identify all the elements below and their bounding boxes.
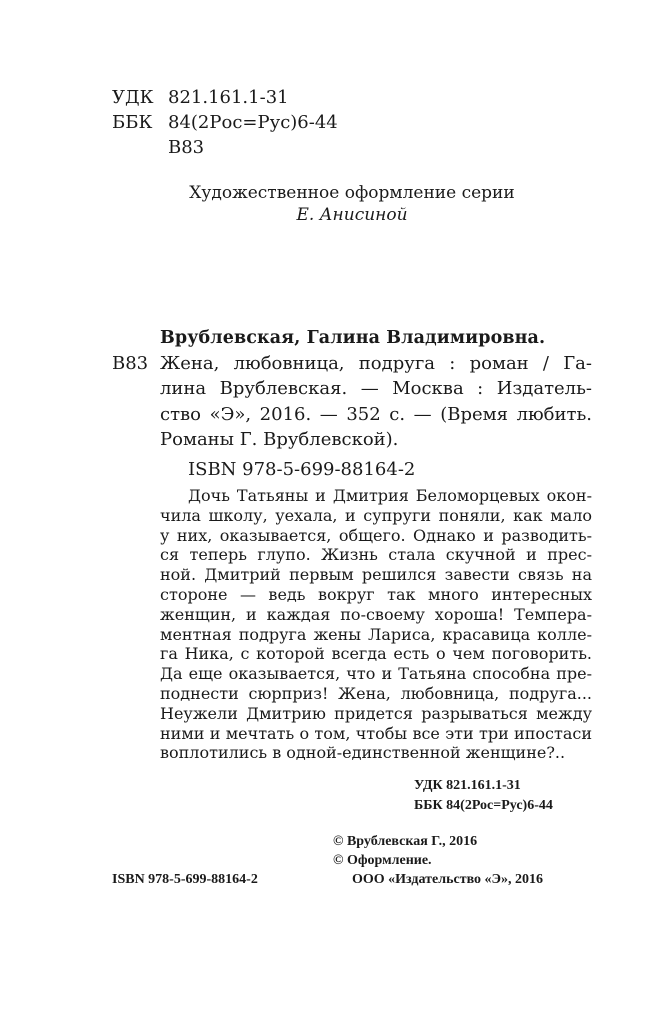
author-code: В83 xyxy=(168,137,205,158)
bottom-udk: УДК 821.161.1-31 xyxy=(414,778,521,793)
annotation-line: стороне — ведь вокруг так много интересных xyxy=(160,584,592,604)
catalog-author-heading: Врублевская, Галина Владимировна. xyxy=(160,328,546,348)
copyright-design: © Оформление. xyxy=(333,853,432,868)
annotation-line: Да еще оказывается, что и Татьяна способна пре- xyxy=(160,664,592,684)
annotation-line: Дочь Татьяны и Дмитрия Беломорцевых окон- xyxy=(188,486,592,505)
catalog-author-code: В83 xyxy=(112,353,149,374)
bbk-label: ББК xyxy=(112,112,153,133)
catalog-entry-line: Романы Г. Врублевской). xyxy=(160,428,399,450)
annotation-line: ной. Дмитрий первым решился завести связь на xyxy=(160,565,592,585)
copyright-author: © Врублевская Г., 2016 xyxy=(333,834,478,849)
annotation-line: женщин, и каждая по-своему хороша! Темпера- xyxy=(160,604,592,624)
catalog-entry xyxy=(160,351,592,452)
annotation-line: ся теперь глупо. Жизнь стала скучной и прес- xyxy=(160,545,592,565)
udk-value: 821.161.1-31 xyxy=(168,87,289,108)
annotation-line: воплотились в одной-единственной женщине?.. xyxy=(160,743,566,763)
annotation-line: ними и мечтать о том, чтобы все эти три ипостаси xyxy=(160,723,592,743)
book-annotation xyxy=(160,486,592,763)
bbk-value: 84(2Рос=Рус)6-44 xyxy=(168,112,338,133)
annotation-line: га Ника, с которой всегда есть о чем поговорить. xyxy=(160,644,592,664)
catalog-entry-line: Жена, любовница, подруга : роман / Га- xyxy=(160,353,592,374)
series-design-line: Художественное оформление серии xyxy=(189,183,515,203)
bottom-bbk: ББК 84(2Рос=Рус)6-44 xyxy=(414,798,553,813)
udk-label: УДК xyxy=(112,87,154,108)
catalog-isbn: ISBN 978-5-699-88164-2 xyxy=(188,459,416,480)
annotation-line: ментная подруга жены Лариса, красавица колле- xyxy=(160,624,592,644)
annotation-line: Неужели Дмитрию придется разрываться между xyxy=(160,703,592,723)
catalog-entry-line: ство «Э», 2016. — 352 с. — (Время любить. xyxy=(160,403,592,425)
annotation-line: чила школу, уехала, и супруги поняли, как мало xyxy=(160,505,592,525)
series-designer-name: Е. Анисиной xyxy=(296,205,408,225)
catalog-entry-line: лина Врублевская. — Москва : Издатель- xyxy=(160,378,592,400)
annotation-line: у них, оказывается, общего. Однако и разводить- xyxy=(160,525,592,545)
footer-isbn: ISBN 978-5-699-88164-2 xyxy=(112,872,258,887)
annotation-line: поднести сюрприз! Жена, любовница, подруга... xyxy=(160,683,592,703)
copyright-publisher: ООО «Издательство «Э», 2016 xyxy=(352,872,544,887)
